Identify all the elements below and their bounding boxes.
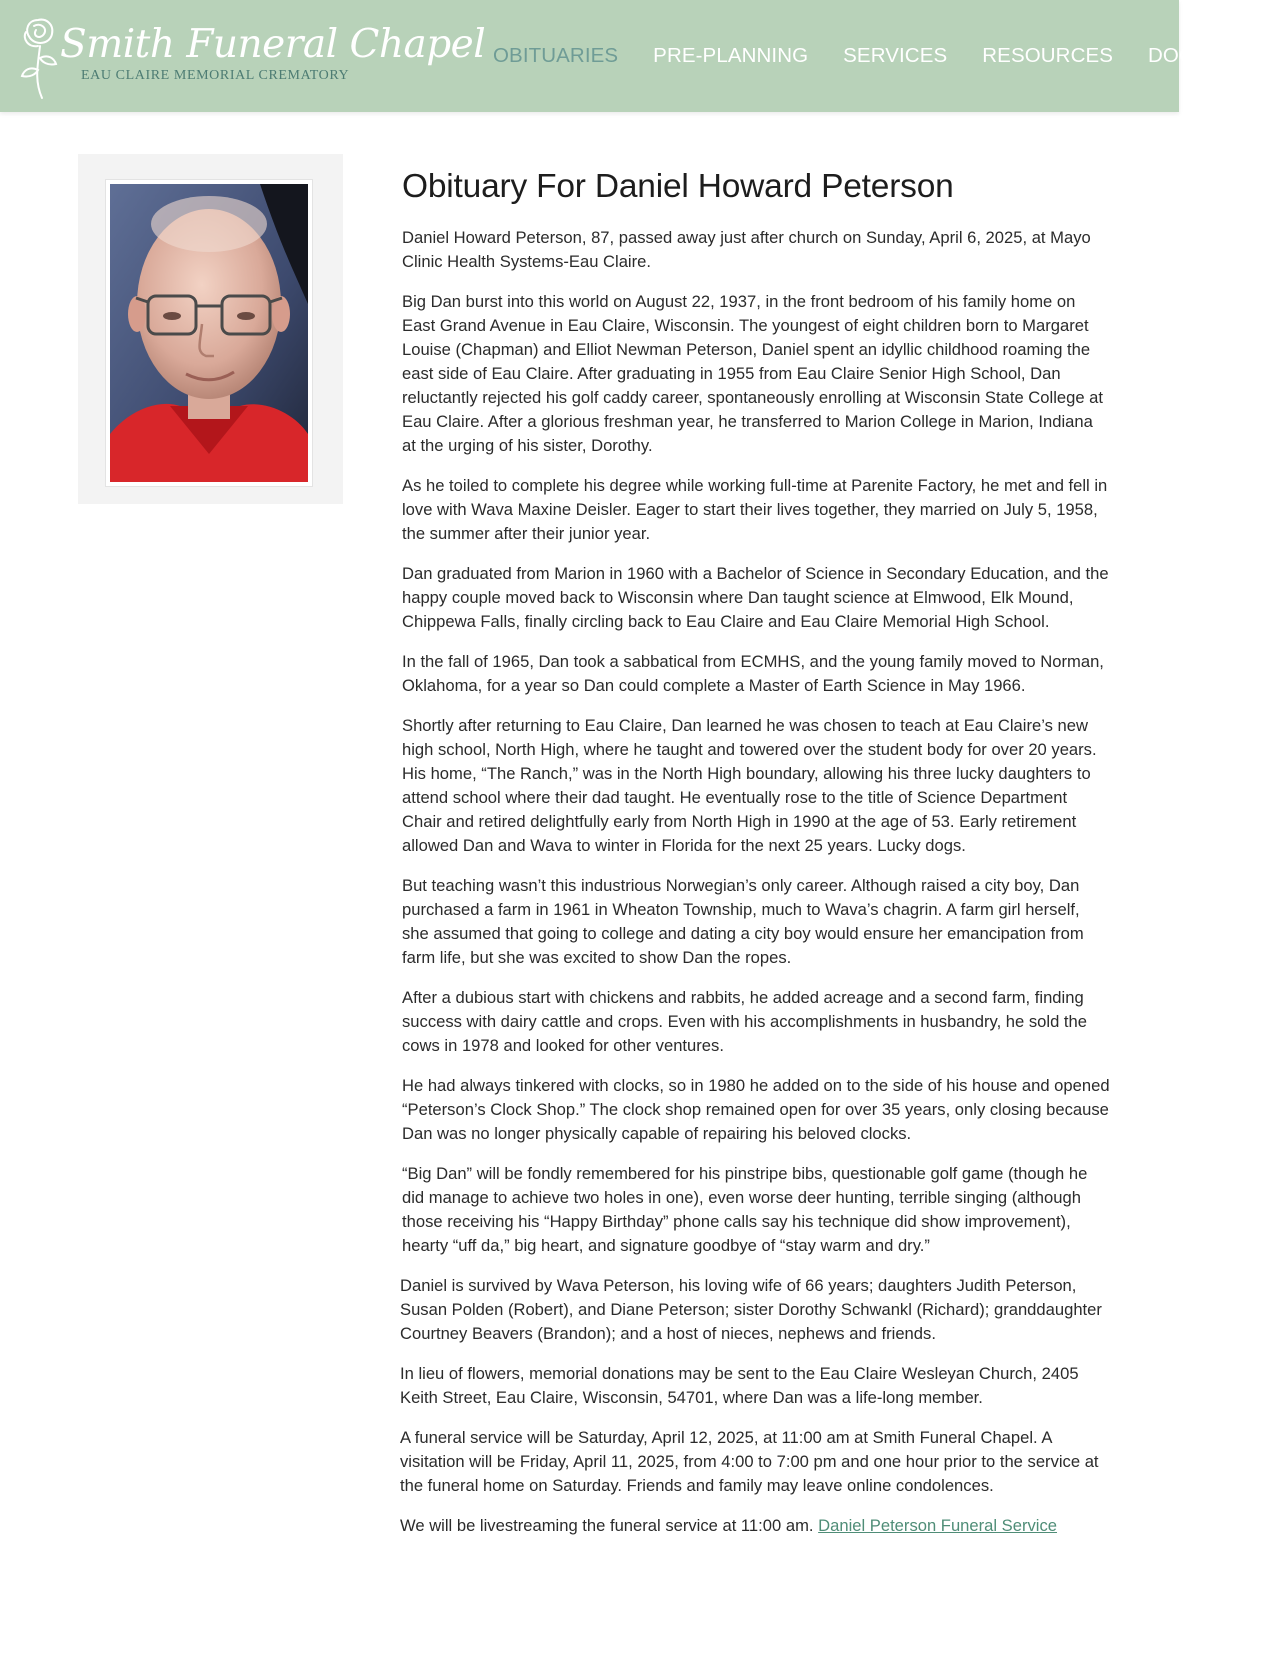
livestream-paragraph xyxy=(400,1514,1110,1538)
obituary-paragraph: Dan graduated from Marion in 1960 with a Bachelor of Science in Secondary Education, and the happy couple moved back to Wisconsin where Dan taught science at Elmwood, Elk Mound, Chippewa Falls, finally circling back to Eau Claire and Eau Claire Memorial High School. xyxy=(402,564,1109,631)
nav-obituaries[interactable]: OBITUARIES xyxy=(493,44,619,67)
obituary-paragraph: Shortly after returning to Eau Claire, Dan learned he was chosen to teach at Eau Claire’s new high school, North High, where he taught and towered over the student body for over 20 years. His home, “The Ranch,” was in the North High boundary, allowing his three lucky daughters to attend school where their dad taught. He eventually rose to the title of Science Department Chair and retired delightfully early from North High in 1990 at the age of 53. Early retirement allowed Dan and Wava to winter in Florida for the next 25 years. Lucky dogs. xyxy=(402,716,1097,855)
site-logo[interactable] xyxy=(18,12,486,102)
obituary-paragraph: “Big Dan” will be fondly remembered for his pinstripe bibs, questionable golf game (though he did manage to achieve two holes in one), even worse deer hunting, terrible singing (although those receiving his “Happy Birthday” phone calls say his technique did show improvement), hearty “uff da,” big heart, and signature goodbye of “stay warm and dry.” xyxy=(402,1164,1088,1255)
page-title: Obituary For Daniel Howard Peterson xyxy=(402,168,954,205)
obituary-article xyxy=(400,168,1110,1554)
obituary-paragraph: Big Dan burst into this world on August 22, 1937, in the front bedroom of his family home on East Grand Avenue in Eau Claire, Wisconsin. The youngest of eight children born to Margaret Louise (Chapman) and Elliot Newman Peterson, Daniel spent an idyllic childhood roaming the east side of Eau Claire. After graduating in 1955 from Eau Claire Senior High School, Dan reluctantly rejected his golf caddy career, spontaneously enrolling at Wisconsin State College at Eau Claire. After a glorious freshman year, he transferred to Marion College in Marion, Indiana at the urging of his sister, Dorothy. xyxy=(402,292,1104,455)
main-nav xyxy=(493,44,1275,68)
obituary-paragraph: In the fall of 1965, Dan took a sabbatical from ECMHS, and the young family moved to Norman, Oklahoma, for a year so Dan could complete a Master of Earth Science in May 1966. xyxy=(402,652,1104,695)
obituary-paragraph: In lieu of flowers, memorial donations may be sent to the Eau Claire Wesleyan Church, 2405 Keith Street, Eau Claire, Wisconsin, 54701, where Dan was a life-long member. xyxy=(400,1364,1079,1407)
obituary-paragraph: As he toiled to complete his degree while working full-time at Parenite Factory, he met and fell in love with Wava Maxine Deisler. Eager to start their lives together, they married on July 5, 1958, the summer after their junior year. xyxy=(402,476,1108,543)
obituary-paragraph: Daniel Howard Peterson, 87, passed away just after church on Sunday, April 6, 2025, at Mayo Clinic Health Systems-Eau Claire. xyxy=(402,228,1091,271)
obituary-paragraph: After a dubious start with chickens and rabbits, he added acreage and a second farm, finding success with dairy cattle and crops. Even with his accomplishments in husbandry, he sold the cows in 1978 and looked for other ventures. xyxy=(402,988,1087,1055)
site-header xyxy=(0,0,1240,112)
nav-services[interactable]: SERVICES xyxy=(843,44,948,67)
nav-pre-planning[interactable]: PRE-PLANNING xyxy=(653,44,809,67)
livestream-text: We will be livestreaming the funeral service at 11:00 am. xyxy=(400,1516,814,1535)
brand-name: Smith Funeral Chapel xyxy=(60,22,486,67)
portrait-photo xyxy=(110,184,308,482)
obituary-paragraph: But teaching wasn’t this industrious Norwegian’s only career. Although raised a city boy, Dan purchased a farm in 1961 in Wheaton Township, much to Wava’s chagrin. A farm girl herself, she assumed that going to college and dating a city boy would ensure her emancipation from farm life, but she was excited to show Dan the ropes. xyxy=(402,876,1084,967)
nav-documents[interactable]: DOCUME xyxy=(1148,44,1240,67)
brand-subtitle: EAU CLAIRE MEMORIAL CREMATORY xyxy=(81,68,350,83)
nav-resources[interactable]: RESOURCES xyxy=(982,44,1114,67)
obituary-paragraph: Daniel is survived by Wava Peterson, his loving wife of 66 years; daughters Judith Peterson, Susan Polden (Robert), and Diane Peterson; sister Dorothy Schwankl (Richard); granddaughter Courtney Beavers (Brandon); and a host of nieces, nephews and friends. xyxy=(400,1276,1102,1343)
obituary-paragraph: A funeral service will be Saturday, April 12, 2025, at 11:00 am at Smith Funeral Chapel. A visitation will be Friday, April 11, 2025, from 4:00 to 7:00 pm and one hour prior to the service at the funeral home on Saturday. Friends and family may leave online condolences. xyxy=(400,1428,1099,1495)
portrait-frame xyxy=(105,179,313,487)
obituary-paragraph: He had always tinkered with clocks, so in 1980 he added on to the side of his house and opened “Peterson’s Clock Shop.” The clock shop remained open for over 35 years, only closing because Dan was no longer physically capable of repairing his beloved clocks. xyxy=(402,1076,1110,1143)
photo-card xyxy=(78,154,343,504)
livestream-link[interactable]: Daniel Peterson Funeral Service xyxy=(818,1516,1058,1535)
rose-icon xyxy=(18,14,66,102)
